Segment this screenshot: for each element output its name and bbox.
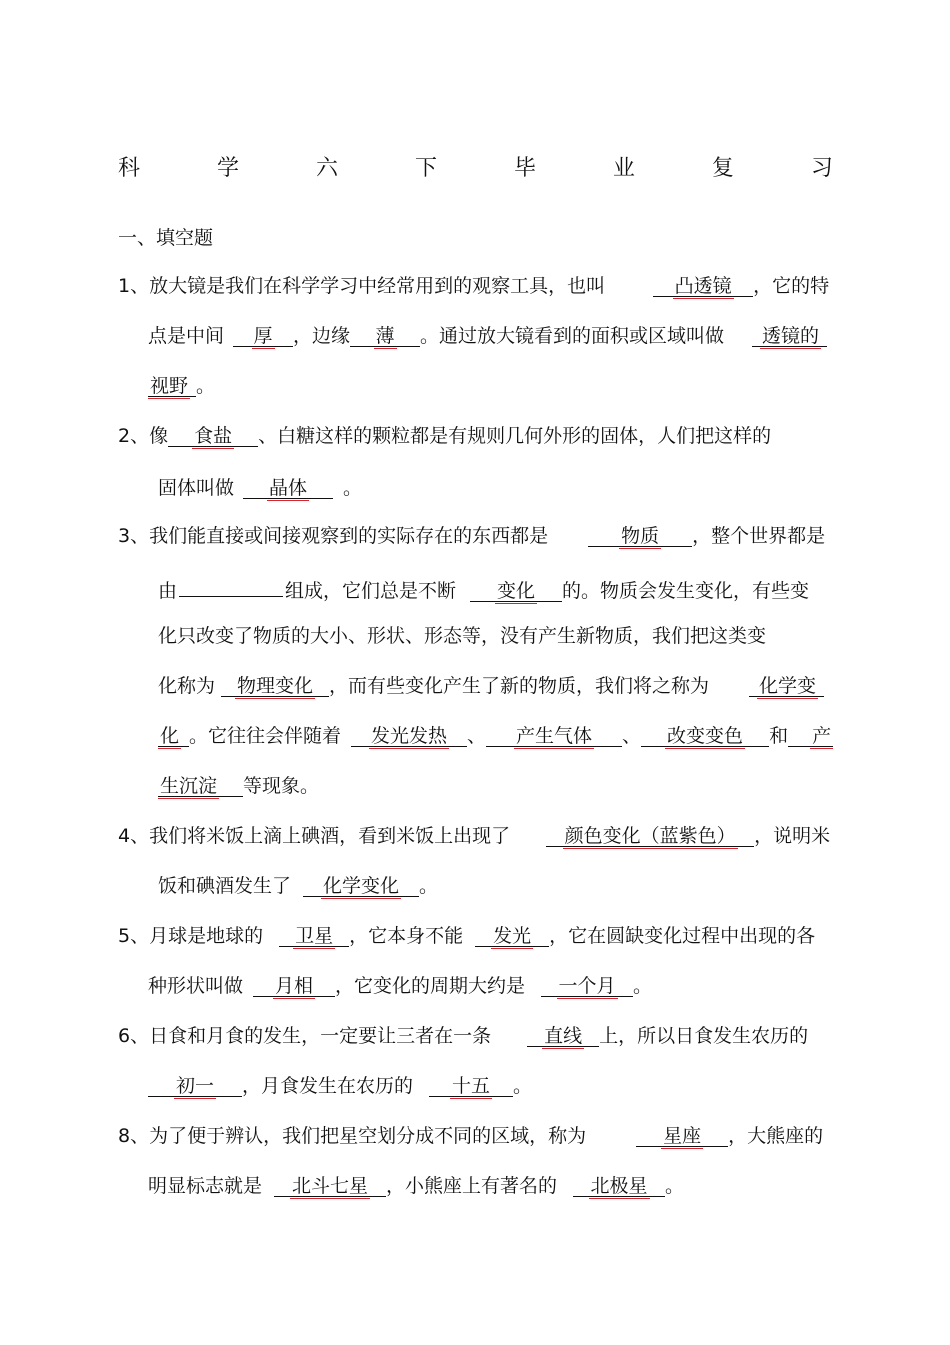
q3-text: 。它往往会伴随着 xyxy=(189,725,342,747)
q6-text: 6、日食和月食的发生，一定要让三者在一条 xyxy=(118,1025,492,1047)
q8-answer-3: 北极星 xyxy=(590,1175,648,1197)
question-8-line-2 xyxy=(148,1177,684,1197)
q3-answer-blank-8b xyxy=(158,777,243,797)
q4-text: 。 xyxy=(419,875,439,897)
q3-text: 和 xyxy=(769,725,789,747)
q3-answer-8b: 生沉淀 xyxy=(160,775,218,797)
q3-text: 化称为 xyxy=(158,675,216,697)
q3-answer-blank-5 xyxy=(351,727,467,747)
q1-answer-blank-4a xyxy=(752,327,827,347)
q8-text: 明显标志就是 xyxy=(148,1175,263,1197)
question-4-line-2 xyxy=(158,877,438,897)
title-char: 学 xyxy=(216,156,239,181)
q8-text: 。 xyxy=(665,1175,685,1197)
q5-text: 5、月球是地球的 xyxy=(118,925,264,947)
title-char: 下 xyxy=(414,156,437,181)
title-char: 六 xyxy=(315,156,338,181)
question-1-line-3 xyxy=(148,377,215,397)
q5-text: 种形状叫做 xyxy=(148,975,244,997)
q8-text: ，小熊座上有著名的 xyxy=(386,1175,558,1197)
q4-text: ，说明米 xyxy=(754,825,831,847)
q6-answer-1: 直线 xyxy=(544,1025,583,1047)
q8-text: ，大熊座的 xyxy=(728,1125,824,1147)
q1-text: ，边缘 xyxy=(293,325,351,347)
question-3-line-3: 化只改变了物质的大小、形状、形态等，没有产生新物质，我们把这类变 xyxy=(158,625,767,647)
q6-text: 。 xyxy=(513,1075,533,1097)
q5-answer-blank-2 xyxy=(475,927,549,947)
question-3-line-5 xyxy=(158,727,833,747)
q3-answer-2: 变化 xyxy=(497,580,536,602)
q1-text: 点是中间 xyxy=(148,325,225,347)
title-char: 习 xyxy=(810,156,833,181)
question-2-line-1 xyxy=(118,427,771,447)
question-1-line-2 xyxy=(148,327,827,347)
q5-answer-blank-3 xyxy=(253,977,335,997)
q5-text: ，它变化的周期大约是 xyxy=(335,975,526,997)
q5-answer-3: 月相 xyxy=(275,975,314,997)
q2-answer-blank-1 xyxy=(168,427,258,447)
q8-answer-blank-3 xyxy=(573,1177,665,1197)
q3-answer-4b: 化 xyxy=(160,725,180,747)
q8-answer-blank-1 xyxy=(636,1127,728,1147)
q3-answer-blank-6 xyxy=(486,727,622,747)
q2-text: 。 xyxy=(343,477,363,499)
q1-text: ，它的特 xyxy=(753,275,830,297)
q3-answer-5: 发光发热 xyxy=(371,725,448,747)
q6-answer-2: 初一 xyxy=(175,1075,214,1097)
q6-answer-3: 十五 xyxy=(452,1075,491,1097)
q1-answer-4a: 透镜的 xyxy=(762,325,820,347)
q6-answer-blank-3 xyxy=(429,1077,513,1097)
question-3-line-2 xyxy=(158,577,809,602)
q3-answer-8a: 产 xyxy=(812,725,832,747)
q5-text: ，它在圆缺变化过程中出现的各 xyxy=(549,925,816,947)
q4-answer-2: 化学变化 xyxy=(323,875,400,897)
q5-answer-1: 卫星 xyxy=(295,925,334,947)
question-5-line-2 xyxy=(148,977,652,997)
q6-answer-blank-1 xyxy=(527,1027,599,1047)
q4-answer-1: 颜色变化（蓝紫色） xyxy=(564,825,736,847)
q8-text: 8、为了便于辨认，我们把星空划分成不同的区域，称为 xyxy=(118,1125,587,1147)
q3-answer-blank-1 xyxy=(588,527,692,547)
q2-answer-blank-2 xyxy=(243,479,333,499)
q2-answer-2: 晶体 xyxy=(269,477,308,499)
q8-answer-2: 北斗七星 xyxy=(292,1175,369,1197)
q5-answer-4: 一个月 xyxy=(558,975,616,997)
q2-text: 2、像 xyxy=(118,425,169,447)
q1-answer-blank-1 xyxy=(653,277,753,297)
q6-text: 上，所以日食发生农历的 xyxy=(599,1025,809,1047)
q6-text: ，月食发生在农历的 xyxy=(242,1075,414,1097)
q8-answer-1: 星座 xyxy=(663,1125,702,1147)
q3-answer-blank-8a xyxy=(788,727,833,747)
q1-answer-blank-4b xyxy=(148,377,196,397)
q5-text: ，它本身不能 xyxy=(349,925,464,947)
q5-answer-2: 发光 xyxy=(493,925,532,947)
q3-answer-blank-4a xyxy=(749,677,824,697)
q1-text: 。 xyxy=(196,375,216,397)
q3-answer-blank-7 xyxy=(641,727,769,747)
title-char: 科 xyxy=(118,156,141,181)
q3-text: 3、我们能直接或间接观察到的实际存在的东西都是 xyxy=(118,525,549,547)
q3-answer-4a: 化学变 xyxy=(759,675,817,697)
q2-text: 固体叫做 xyxy=(158,477,235,499)
document-title xyxy=(118,158,833,180)
q4-answer-blank-2 xyxy=(303,877,419,897)
question-6-line-2 xyxy=(148,1077,532,1097)
q5-answer-blank-1 xyxy=(279,927,349,947)
q1-answer-4b: 视野 xyxy=(150,375,189,397)
q3-answer-6: 产生气体 xyxy=(516,725,593,747)
q4-text: 4、我们将米饭上滴上碘酒，看到米饭上出现了 xyxy=(118,825,511,847)
q2-answer-1: 食盐 xyxy=(194,425,233,447)
question-1-line-1 xyxy=(118,277,829,297)
q3-text: 组成，它们总是不断 xyxy=(285,580,457,602)
q6-answer-blank-2 xyxy=(148,1077,242,1097)
q3-answer-blank-3 xyxy=(221,677,329,697)
q3-text: 等现象。 xyxy=(243,775,320,797)
question-6-line-1 xyxy=(118,1027,808,1047)
q3-text: 、 xyxy=(622,725,642,747)
q2-text: 、白糖这样的颗粒都是有规则几何外形的固体，人们把这样的 xyxy=(258,425,772,447)
q3-answer-3: 物理变化 xyxy=(237,675,314,697)
question-8-line-1 xyxy=(118,1127,823,1147)
q3-text: ，而有些变化产生了新的物质，我们将之称为 xyxy=(329,675,710,697)
q1-answer-1: 凸透镜 xyxy=(674,275,732,297)
title-char: 毕 xyxy=(513,156,536,181)
title-char: 业 xyxy=(612,156,635,181)
q1-text: 1、放大镜是我们在科学学习中经常用到的观察工具，也叫 xyxy=(118,275,606,297)
q5-answer-blank-4 xyxy=(541,977,633,997)
section-heading: 一、填空题 xyxy=(118,227,214,249)
question-2-line-2 xyxy=(158,479,362,499)
q1-answer-blank-2 xyxy=(233,327,293,347)
q3-text: 的。物质会发生变化，有些变 xyxy=(562,580,810,602)
question-3-line-6 xyxy=(158,777,319,797)
question-5-line-1 xyxy=(118,927,815,947)
q3-answer-blank-empty xyxy=(179,577,283,597)
q1-answer-3: 薄 xyxy=(375,325,395,347)
q3-answer-blank-2 xyxy=(470,582,562,602)
q4-text: 饭和碘酒发生了 xyxy=(158,875,292,897)
question-3-line-1 xyxy=(118,527,825,547)
q3-text: 、 xyxy=(467,725,487,747)
q1-answer-blank-3 xyxy=(350,327,420,347)
q4-answer-blank-1 xyxy=(546,827,754,847)
q8-answer-blank-2 xyxy=(274,1177,386,1197)
question-3-line-4 xyxy=(158,677,824,697)
q3-text: ，整个世界都是 xyxy=(692,525,826,547)
q1-answer-2: 厚 xyxy=(253,325,273,347)
q5-text: 。 xyxy=(633,975,653,997)
q3-answer-blank-4b xyxy=(158,727,189,747)
question-4-line-1 xyxy=(118,827,830,847)
q1-text: 。通过放大镜看到的面积或区域叫做 xyxy=(420,325,725,347)
q3-answer-1: 物质 xyxy=(621,525,660,547)
title-char: 复 xyxy=(711,156,734,181)
q3-answer-7: 改变变色 xyxy=(667,725,744,747)
q3-text: 由 xyxy=(158,580,178,602)
